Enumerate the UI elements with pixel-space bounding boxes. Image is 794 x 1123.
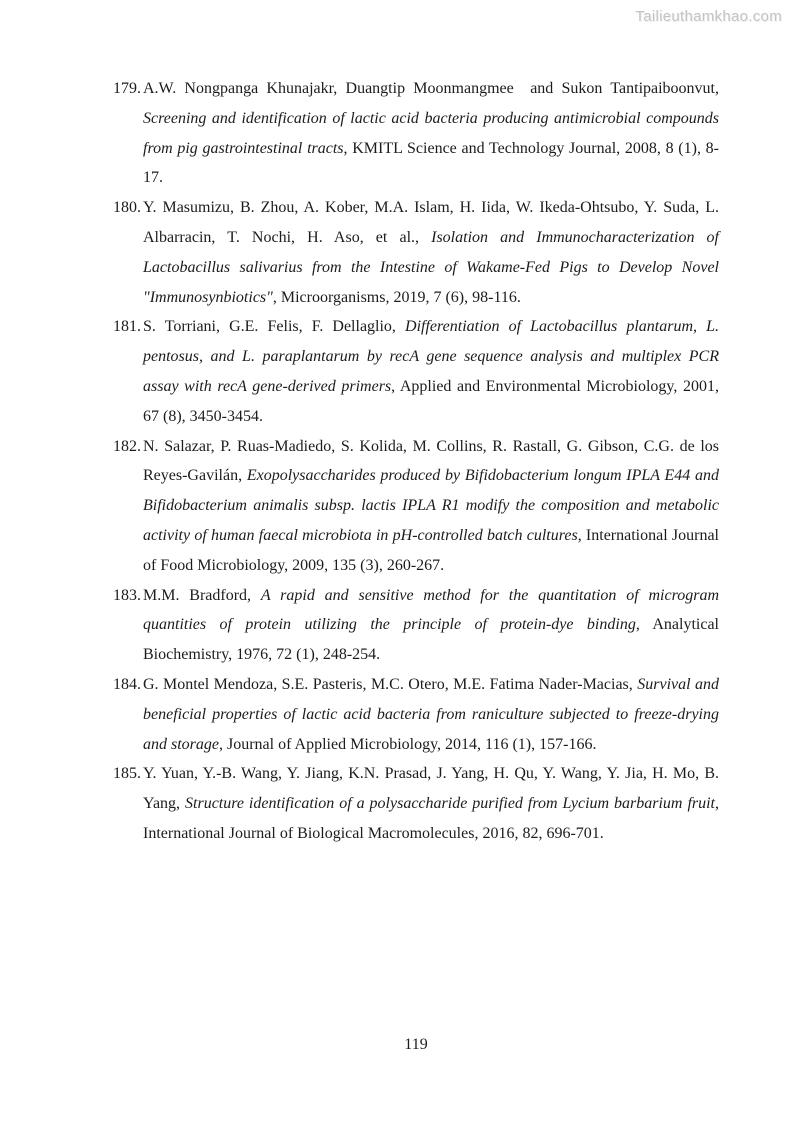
reference-number: 185. <box>113 765 141 783</box>
reference-text: , Journal of Applied Microbiology, 2014, 116 (1), 157-166. <box>219 735 597 753</box>
reference-text: N. Salazar, P. Ruas-Madiedo, S. Kolida, M. Collins, R. Rastall, G. Gibson, C.G. de los Reyes-Gavilán, <box>143 437 719 485</box>
reference-item <box>113 432 719 581</box>
reference-item <box>113 74 719 193</box>
reference-text: , Applied and Environmental Microbiology, 2001, 67 (8), 3450-3454. <box>143 377 719 425</box>
reference-text: , KMITL Science and Technology Journal, 2008, 8 (1), 8-17. <box>143 139 719 187</box>
reference-number: 180. <box>113 199 141 217</box>
reference-item <box>113 759 719 848</box>
reference-title: Isolation and Immunocharacterization of Lactobacillus salivarius from the Intestine of Wakame-Fed Pigs to Develop Novel "Immunosynbiotics" <box>143 228 719 306</box>
reference-item <box>113 312 719 431</box>
reference-text: Y. Masumizu, B. Zhou, A. Kober, M.A. Islam, H. Iida, W. Ikeda-Ohtsubo, Y. Suda, L. Albarracin, T. Nochi, H. Aso, et al., <box>143 199 719 246</box>
reference-item <box>113 670 719 759</box>
reference-number: 182. <box>113 437 141 455</box>
reference-title: Screening and identification of lactic acid bacteria producing antimicrobial compounds from pig gastrointestinal tracts <box>143 109 719 157</box>
watermark: Tailieuthamkhao.com <box>635 8 782 25</box>
reference-number: 184. <box>113 675 141 693</box>
reference-text: , International Journal of Biological Macromolecules, 2016, 82, 696-701. <box>143 795 719 842</box>
reference-text: S. Torriani, G.E. Felis, F. Dellaglio, <box>143 318 406 336</box>
reference-text: A.W. Nongpanga Khunajakr, Duangtip Moonmangmee and Sukon Tantipaiboonvut, <box>143 80 719 97</box>
reference-number: 181. <box>113 318 141 336</box>
reference-title: Differentiation of Lactobacillus plantarum, L. pentosus, and L. paraplantarum by recA gene sequence analysis and multiplex PCR assay with recA gene-derived primers <box>143 318 720 395</box>
reference-text: , Microorganisms, 2019, 7 (6), 98-116. <box>272 288 521 306</box>
reference-item <box>113 193 719 312</box>
page-number: 119 <box>404 1036 428 1053</box>
reference-text: Y. Yuan, Y.-B. Wang, Y. Jiang, K.N. Prasad, J. Yang, H. Qu, Y. Wang, Y. Jia, H. Mo, B. Yang, <box>143 765 719 813</box>
reference-title: A rapid and sensitive method for the quantitation of microgram quantities of protein utilizing the principle of protein-dye binding <box>143 586 719 634</box>
reference-item <box>113 581 719 670</box>
reference-text: , International Journal of Food Microbiology, 2009, 135 (3), 260-267. <box>143 526 719 574</box>
reference-title: Survival and beneficial properties of lactic acid bacteria from raniculture subjected to freeze-drying and storage <box>143 675 719 753</box>
references-list <box>113 74 719 849</box>
reference-text: M.M. Bradford, <box>143 586 261 604</box>
reference-title: Exopolysaccharides produced by Bifidobacterium longum IPLA E44 and Bifidobacterium animalis subsp. lactis IPLA R1 modify the composition and metabolic activity of human faecal microbiota in pH-controlled batch cultures <box>143 467 720 544</box>
reference-text: , Analytical Biochemistry, 1976, 72 (1), 248-254. <box>143 616 719 664</box>
reference-number: 179. <box>113 80 141 97</box>
reference-number: 183. <box>113 586 141 604</box>
reference-text: G. Montel Mendoza, S.E. Pasteris, M.C. Otero, M.E. Fatima Nader-Macias, <box>143 675 638 693</box>
reference-title: Structure identification of a polysaccharide purified from Lycium barbarium fruit <box>185 795 715 813</box>
